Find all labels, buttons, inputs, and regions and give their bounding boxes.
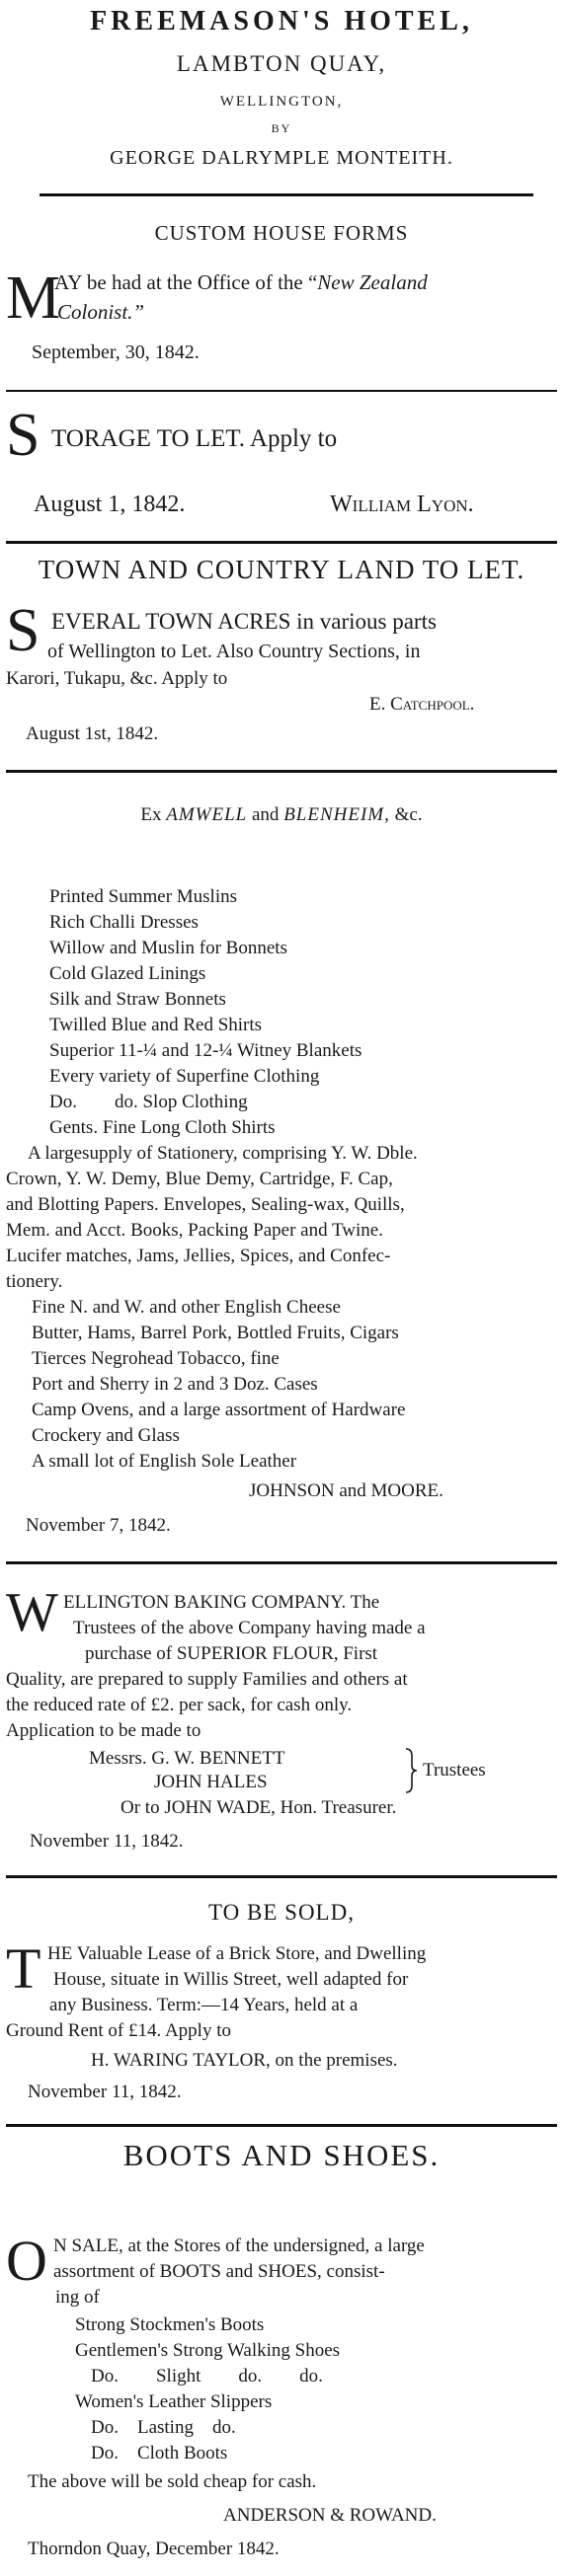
boots-heading: BOOTS AND SHOES. [122,2138,441,2172]
sold-line1: HE Valuable Lease of a Brick Store, and Dwelling [47,1943,427,1964]
baking-drop-cap: W [6,1582,58,1643]
goods-para-line: Mem. and Acct. Books, Packing Paper and Twine. [6,1220,383,1241]
hotel-street: LAMBTON QUAY, [176,51,387,76]
land-heading: TOWN AND COUNTRY LAND TO LET. [38,555,525,584]
baking-trustee2: JOHN HALES [154,1772,268,1792]
baking-line3: purchase of SUPERIOR FLOUR, First [85,1643,378,1664]
goods-date: November 7, 1842. [26,1515,171,1536]
baking-or-line: Or to JOHN WADE, Hon. Treasurer. [121,1797,397,1818]
baking-line1: ELLINGTON BAKING COMPANY. The [63,1592,380,1613]
divider [6,390,557,392]
boots-drop-cap: O [6,2229,47,2293]
hotel-proprietor: GEORGE DALRYMPLE MONTEITH. [110,147,453,169]
land-line1: EVERAL TOWN ACRES in various parts [51,609,437,634]
boots-line3: ing of [55,2287,100,2308]
goods-item: Every variety of Superfine Clothing [49,1066,320,1087]
land-line2: of Wellington to Let. Also Country Sections, in [47,641,421,662]
storage-signer: William Lyon. [330,492,474,517]
divider [6,770,557,773]
goods-item2: Camp Ovens, and a large assortment of Hardware [32,1400,406,1420]
baking-date: November 11, 1842. [30,1831,184,1852]
goods-para-line: and Blotting Papers. Envelopes, Sealing-wax, Quills, [6,1194,405,1215]
boots-signer: ANDERSON & ROWAND. [223,2505,437,2526]
storage-drop-cap: S [6,402,40,469]
boots-cheap: The above will be sold cheap for cash. [28,2471,317,2492]
customs-heading: CUSTOM HOUSE FORMS [154,221,409,245]
land-line3: Karori, Tukapu, &c. Apply to [6,668,228,689]
goods-item2: Crockery and Glass [32,1425,180,1446]
storage-line1: TORAGE TO LET. Apply to [51,425,338,452]
goods-item: Silk and Straw Bonnets [49,989,226,1010]
sold-heading: TO BE SOLD, [208,1900,355,1925]
boots-item: Do. Lasting do. [91,2417,236,2438]
goods-item2: Butter, Hams, Barrel Pork, Bottled Fruits, Cigars [32,1323,399,1343]
hotel-by: BY [271,121,292,135]
goods-item2: Tierces Negrohead Tobacco, fine [32,1348,280,1369]
goods-para-line: A largesupply of Stationery, comprising Y. W. Dble. [28,1143,418,1164]
divider [6,1875,557,1878]
goods-para-line: Crown, Y. W. Demy, Blue Demy, Cartridge, F. Cap, [6,1169,393,1189]
goods-item: Gents. Fine Long Cloth Shirts [49,1117,276,1138]
boots-date: Thorndon Quay, December 1842. [28,2538,280,2559]
land-drop-cap: S [6,597,40,664]
boots-item: Strong Stockmen's Boots [75,2314,265,2335]
customs-date: September, 30, 1842. [32,341,200,363]
boots-line2: assortment of BOOTS and SHOES, consist- [53,2261,385,2282]
baking-line6: Application to be made to [6,1720,201,1741]
goods-signer: JOHNSON and MOORE. [249,1480,443,1501]
divider [6,1561,557,1564]
goods-item: Willow and Muslin for Bonnets [49,938,287,958]
goods-heading: Ex AMWELL and BLENHEIM, &c. [140,804,423,825]
sold-line3: any Business. Term:—14 Years, held at a [49,1995,359,2015]
land-signer: E. Catchpool. [369,694,475,715]
brace-icon [403,1747,419,1794]
divider [6,541,557,544]
goods-item: Cold Glazed Linings [49,963,206,984]
divider [40,193,533,196]
baking-line4: Quality, are prepared to supply Families and others at [6,1669,408,1690]
boots-line1: N SALE, at the Stores of the undersigned, a large [53,2235,425,2256]
goods-item: Twilled Blue and Red Shirts [49,1015,263,1035]
goods-para-line: Lucifer matches, Jams, Jellies, Spices, and Confec- [6,1246,391,1266]
baking-trustees-label: Trustees [423,1760,486,1780]
customs-line2: Colonist.” [57,300,145,324]
goods-item: Superior 11-¼ and 12-¼ Witney Blankets [49,1040,362,1061]
goods-para-line: tionery. [6,1271,63,1292]
sold-line2: House, situate in Willis Street, well adapted for [53,1969,409,1990]
goods-item2: A small lot of English Sole Leather [32,1451,297,1472]
goods-item2: Port and Sherry in 2 and 3 Doz. Cases [32,1374,318,1395]
customs-line1: AY be had at the Office of the “New Zealand [54,270,428,294]
goods-item: Printed Summer Muslins [49,886,238,907]
sold-signer: H. WARING TAYLOR, on the premises. [91,2050,398,2071]
boots-item: Do. Slight do. do. [91,2366,323,2387]
goods-item: Do. do. Slop Clothing [49,1092,248,1112]
boots-item: Gentlemen's Strong Walking Shoes [75,2340,341,2361]
sold-date: November 11, 1842. [28,2082,182,2102]
storage-date: August 1, 1842. [34,492,186,517]
hotel-title: FREEMASON'S HOTEL, [90,6,473,37]
goods-item2: Fine N. and W. and other English Cheese [32,1297,341,1318]
goods-item: Rich Challi Dresses [49,912,199,933]
customs-drop-cap: M [6,265,61,332]
baking-line5: the reduced rate of £2. per sack, for cash only. [6,1695,353,1715]
boots-item: Women's Leather Slippers [75,2391,273,2412]
baking-line2: Trustees of the above Company having made a [73,1618,426,1638]
sold-drop-cap: T [6,1936,41,2001]
hotel-city: WELLINGTON, [219,94,344,110]
baking-trustee1: Messrs. G. W. BENNETT [89,1748,285,1769]
sold-line4: Ground Rent of £14. Apply to [6,2020,231,2041]
divider [6,2124,557,2127]
boots-item: Do. Cloth Boots [91,2443,228,2463]
land-date: August 1st, 1842. [26,723,159,744]
